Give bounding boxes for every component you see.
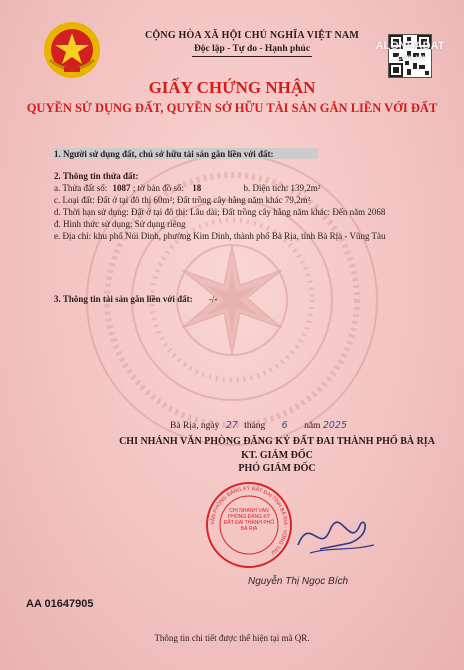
section-land-label: 2. Thông tin thửa đất:	[54, 171, 139, 181]
issue-year: 2025	[322, 420, 348, 431]
land-term-label: d. Thời hạn sử dụng:	[54, 207, 129, 217]
area-value: 139,2m²	[290, 183, 321, 193]
signer-name: Nguyễn Thị Ngọc Bích	[248, 576, 349, 587]
section-assets-label: 3. Thông tin tài sản gắn liền với đất:	[54, 294, 193, 304]
site-watermark-line1: ALONHADAT	[375, 40, 445, 52]
national-emblem-icon	[42, 20, 102, 80]
map-sheet-value: 18	[192, 183, 202, 193]
section-owner	[54, 148, 424, 160]
site-watermark-line2: .com.vn	[394, 53, 426, 62]
qr-footer-note: Thông tin chi tiết được thể hiện tại mã QR.	[154, 633, 310, 643]
land-term-value: Đất ở tại đô thị: Lâu dài; Đất trồng cây hằng năm khác: Đến năm 2068	[130, 207, 386, 217]
country-header	[110, 30, 394, 57]
issue-month: 6	[281, 420, 288, 431]
national-motto: Độc lập - Tự do - Hạnh phúc	[193, 44, 311, 54]
parcel-number-label: a. Thửa đất số:	[54, 183, 108, 193]
country-name: CỘNG HÒA XÃ HỘI CHỦ NGHĨA VIỆT NAM	[145, 30, 359, 41]
area-label: b. Diện tích:	[243, 183, 289, 193]
official-stamp-icon	[204, 480, 294, 570]
usage-form-value: Sử dụng riêng	[134, 219, 186, 229]
land-type-line	[54, 194, 424, 206]
address-line	[54, 230, 424, 242]
acting-director: KT. GIÁM ĐỐC	[241, 450, 313, 461]
usage-form-label: đ. Hình thức sử dụng:	[54, 219, 133, 229]
section-assets	[54, 293, 424, 305]
issue-date	[170, 420, 347, 431]
certificate-serial: AA 01647905	[26, 598, 94, 610]
parcel-number-value: 1087	[112, 183, 131, 193]
motto-underline	[192, 56, 312, 57]
land-type-value: Đất ở tại đô thị 60m²; Đất trồng cây hằng năm khác 79,2m²	[96, 195, 311, 205]
issue-day: 27	[225, 420, 238, 431]
land-parcel-line	[54, 182, 424, 194]
deputy-director: PHÓ GIÁM ĐỐC	[238, 463, 316, 474]
issue-year-label: năm	[304, 421, 321, 431]
issue-place: Bà Rịa, ngày	[170, 421, 220, 431]
issue-month-label: tháng	[244, 421, 266, 431]
map-sheet-label: ; tờ bản đồ số:	[132, 183, 184, 193]
usage-form-line	[54, 218, 424, 230]
stamp-ring-text: VĂN PHÒNG ĐĂNG KÝ ĐẤT ĐAI TỈNH BÀ RỊA - VŨNG TÀU	[209, 485, 289, 556]
signature-icon	[290, 505, 380, 565]
land-type-label: c. Loại đất:	[54, 195, 95, 205]
certificate-subtitle: QUYỀN SỬ DỤNG ĐẤT, QUYỀN SỞ HỮU TÀI SẢN GẮN LIỀN VỚI ĐẤT	[26, 101, 438, 115]
section-land-info	[54, 170, 424, 242]
certificate-title: GIẤY CHỨNG NHẬN	[148, 78, 316, 97]
issuing-office: CHI NHÁNH VĂN PHÒNG ĐĂNG KÝ ĐẤT ĐAI THÀNH PHỐ BÀ RỊA	[119, 436, 435, 447]
section-assets-value: -/-	[208, 294, 218, 304]
address-label: e. Địa chỉ:	[54, 231, 92, 241]
site-watermark-logo	[360, 40, 460, 62]
stamp-center-text: CHI NHÁNH VĂN PHÒNG ĐĂNG KÝ ĐẤT ĐAI THÀNH PHỐ BÀ RỊA	[223, 508, 275, 532]
land-term-line	[54, 206, 424, 218]
section-owner-label: 1. Người sử dụng đất, chủ sở hữu tài sản gắn liền với đất:	[54, 149, 274, 159]
address-value: khu phố Núi Dinh, phường Kim Dinh, thành phố Bà Rịa, tỉnh Bà Rịa - Vũng Tàu	[93, 231, 386, 241]
